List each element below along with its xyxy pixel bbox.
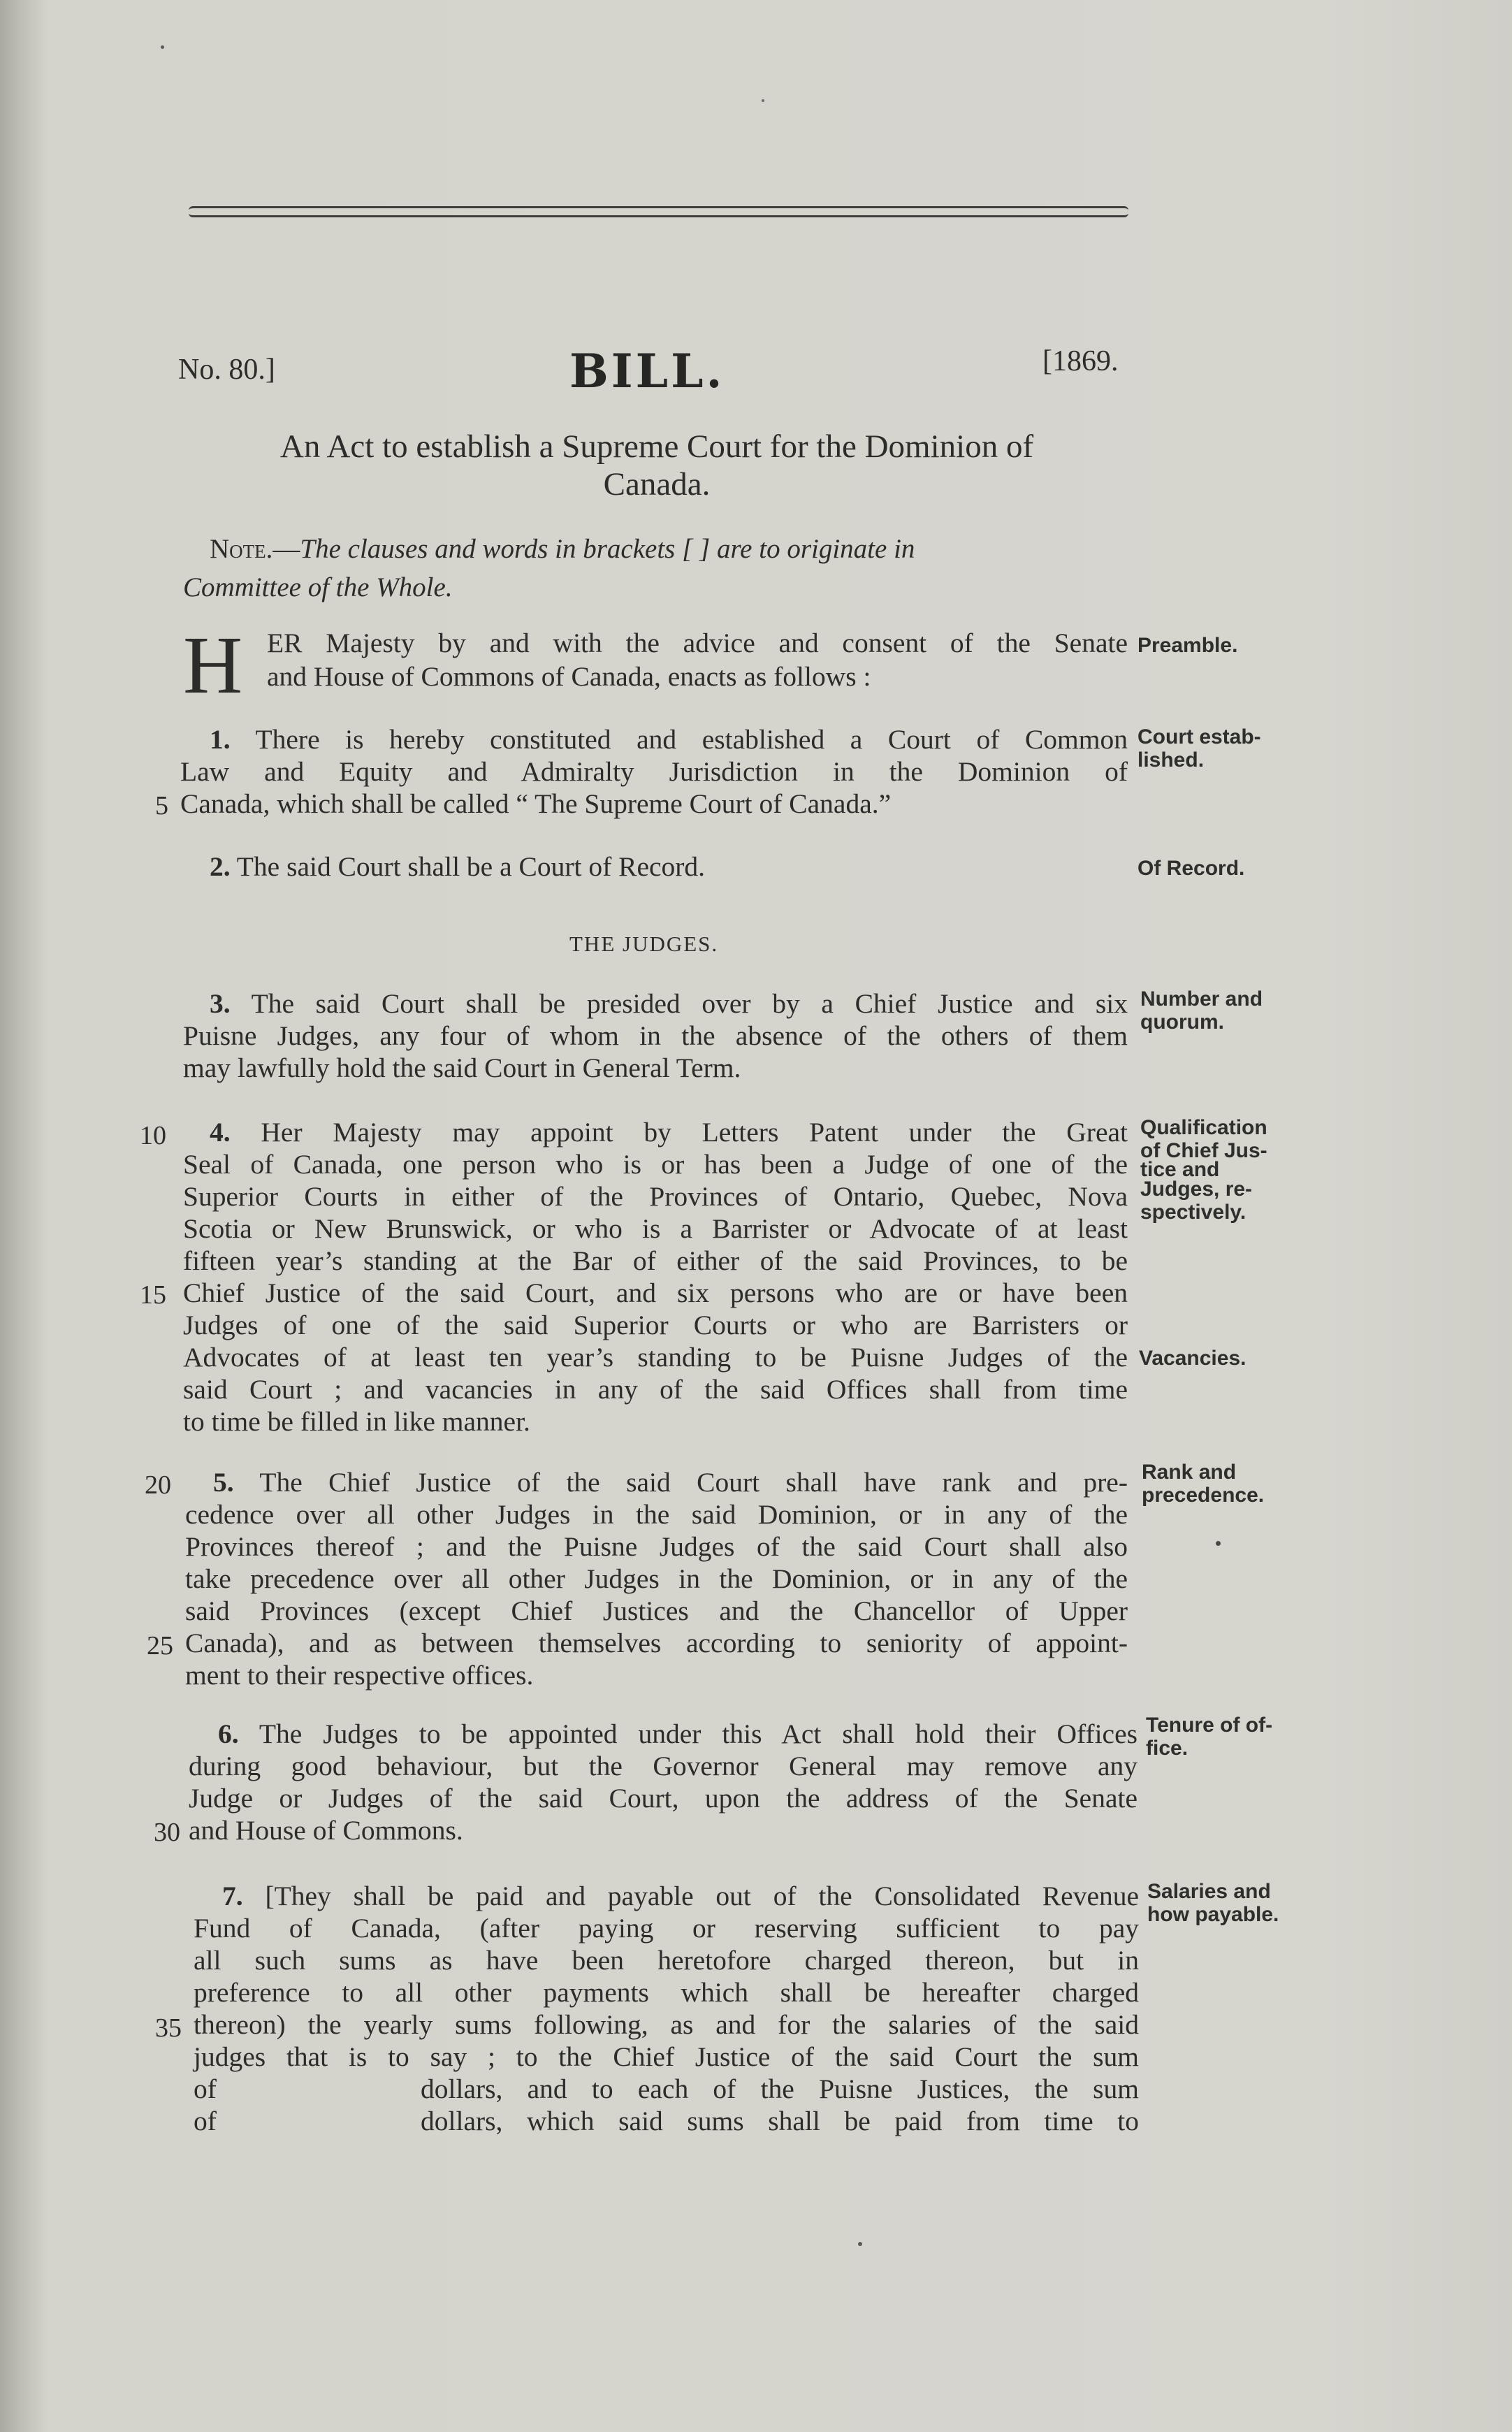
margin-s4-5: spectively.: [1140, 1201, 1246, 1224]
margin-s4-3: tice and: [1140, 1158, 1220, 1181]
margin-note-vacancies: Vacancies.: [1139, 1347, 1246, 1370]
line-number-5: 5: [155, 791, 168, 820]
preamble-line-2: and House of Commons of Canada, enacts as follows :: [267, 661, 871, 692]
section-heading: THE JUDGES.: [569, 932, 719, 956]
margin-s6-2: fice.: [1146, 1737, 1188, 1760]
scan-speck: [1216, 1541, 1221, 1546]
line-number-35: 35: [155, 2013, 182, 2043]
dropcap-letter: H: [183, 619, 243, 711]
s7-line-7a: of: [194, 2073, 217, 2104]
bill-title: BILL.: [569, 344, 725, 398]
act-title-line-2: Canada.: [603, 466, 711, 502]
scan-speck: [858, 2242, 862, 2246]
margin-note-s3: [1140, 987, 1263, 1034]
margin-s4-4: Judges, re-: [1140, 1178, 1253, 1201]
s4-line-9: said Court ; and vacancies in any of the said Offices shall from time: [183, 1374, 1128, 1405]
act-title-line-1: An Act to establish a Supreme Court for the Dominion of: [279, 428, 1034, 465]
margin-s6-1: Tenure of of-: [1146, 1714, 1273, 1737]
margin-s5-2: precedence.: [1142, 1484, 1265, 1507]
margin-note-s2: Of Record.: [1137, 857, 1245, 880]
s6-line-4: and House of Commons.: [189, 1815, 463, 1846]
scan-speck: [762, 99, 764, 102]
s4-line-2: Seal of Canada, one person who is or has been a Judge of one of the: [183, 1149, 1128, 1180]
s5-text-1: The Chief Justice of the said Court shall have rank and pre-: [259, 1467, 1128, 1498]
margin-note-preamble: Preamble.: [1137, 634, 1238, 657]
s5-number: 5.: [213, 1467, 234, 1498]
line-number-25: 25: [147, 1631, 173, 1660]
line-number-30: 30: [154, 1818, 180, 1847]
margin-s3-1: Number and: [1140, 987, 1263, 1011]
s5-line-5: said Provinces (except Chief Justices and the Chancellor of Upper: [185, 1595, 1128, 1626]
margin-note-s6: [1146, 1714, 1272, 1760]
bill-year: [1869.: [1042, 345, 1119, 377]
preamble-line-1: ER Majesty by and with the advice and consent of the Senate: [267, 628, 1128, 658]
note-line-2: [183, 570, 453, 606]
s4-line-8: Advocates of at least ten year’s standing to be Puisne Judges of the: [183, 1342, 1128, 1373]
margin-s5-1: Rank and: [1142, 1461, 1237, 1484]
margin-note-s5: [1142, 1461, 1264, 1507]
s4-line-7: Judges of one of the said Superior Courts or who are Barristers or: [183, 1310, 1128, 1340]
margin-s1-2: lished.: [1137, 748, 1205, 772]
s4-text-1: Her Majesty may appoint by Letters Patent under the Great: [261, 1117, 1128, 1148]
s4-line-1: [210, 1116, 1128, 1148]
margin-s7-1: Salaries and: [1147, 1880, 1271, 1903]
s6-line-3: Judge or Judges of the said Court, upon the address of the Senate: [189, 1783, 1137, 1814]
s4-number: 4.: [210, 1117, 231, 1148]
s6-line-2: during good behaviour, but the Governor General may remove any: [189, 1751, 1137, 1781]
note: [210, 531, 1128, 567]
s1-line-1: [210, 723, 1128, 755]
act-title: [175, 428, 1139, 503]
top-double-rule: [189, 206, 1128, 217]
s4-line-3: Superior Courts in either of the Provinces of Ontario, Quebec, Nova: [183, 1181, 1128, 1212]
s2-text: The said Court shall be a Court of Record.: [236, 851, 706, 882]
s6-text-1: The Judges to be appointed under this Act shall hold their Offices: [259, 1718, 1137, 1749]
s7-line-6: judges that is to say ; to the Chief Justice of the said Court the sum: [194, 2041, 1139, 2072]
s6-line-1: [218, 1718, 1137, 1750]
s6-number: 6.: [218, 1718, 239, 1749]
line-number-20: 20: [145, 1470, 171, 1500]
s2-number: 2.: [210, 851, 231, 882]
s7-text-1: [They shall be paid and payable out of the Consolidated Revenue: [265, 1881, 1140, 1911]
s7-line-7b: dollars, and to each of the Puisne Justices, the sum: [421, 2073, 1139, 2104]
s7-line-4: preference to all other payments which shall be hereafter charged: [194, 1977, 1139, 2008]
s5-line-4: take precedence over all other Judges in the Dominion, or in any of the: [185, 1563, 1128, 1594]
s2-line: [210, 851, 705, 883]
s1-number: 1.: [210, 724, 231, 755]
s7-line-5: thereon) the yearly sums following, as and for the salaries of the said: [194, 2009, 1139, 2040]
s1-text-1: There is hereby constituted and established a Court of Common: [255, 724, 1128, 755]
note-lead: Note.—: [210, 534, 300, 564]
s5-line-1: [213, 1466, 1128, 1498]
s7-line-2: Fund of Canada, (after paying or reserving sufficient to pay: [194, 1913, 1139, 1944]
s7-line-8a: of: [194, 2106, 217, 2136]
line-number-10: 10: [140, 1121, 166, 1150]
margin-note-s7: [1147, 1880, 1279, 1926]
bill-number: No. 80.]: [178, 354, 275, 386]
s5-line-6: Canada), and as between themselves according to seniority of appoint-: [185, 1628, 1128, 1658]
s4-line-10: to time be filled in like manner.: [183, 1406, 530, 1437]
note-text-1: The clauses and words in brackets [ ] are to originate in: [300, 534, 915, 564]
s7-line-1: [222, 1880, 1139, 1912]
s3-text-1: The said Court shall be presided over by a Chief Justice and six: [251, 988, 1128, 1019]
margin-s4-1: Qualification: [1140, 1116, 1267, 1139]
s7-line-3: all such sums as have been heretofore charged thereon, but in: [194, 1945, 1139, 1976]
margin-note-s4: [1140, 1116, 1267, 1224]
s1-line-3: Canada, which shall be called “ The Supreme Court of Canada.”: [180, 788, 892, 819]
margin-s1-1: Court estab-: [1137, 725, 1261, 748]
margin-s7-2: how payable.: [1147, 1903, 1279, 1926]
s4-line-5: fifteen year’s standing at the Bar of either of the said Provinces, to be: [183, 1245, 1128, 1276]
s5-line-7: ment to their respective offices.: [185, 1660, 534, 1691]
s3-line-3: may lawfully hold the said Court in General Term.: [183, 1052, 741, 1083]
margin-s3-2: quorum.: [1140, 1011, 1224, 1034]
s3-line-2: Puisne Judges, any four of whom in the absence of the others of them: [183, 1020, 1128, 1051]
s5-line-2: cedence over all other Judges in the said Dominion, or in any of the: [185, 1499, 1128, 1530]
s3-line-1: [210, 987, 1128, 1020]
s7-line-8b: dollars, which said sums shall be paid from time to: [421, 2106, 1139, 2136]
note-text-2: Committee of the Whole.: [183, 572, 453, 602]
s7-number: 7.: [222, 1881, 243, 1911]
scan-speck: [161, 45, 164, 49]
margin-note-s1: [1137, 725, 1261, 772]
s5-line-3: Provinces thereof ; and the Puisne Judges of the said Court shall also: [185, 1531, 1128, 1562]
s1-line-2: Law and Equity and Admiralty Jurisdiction in the Dominion of: [180, 756, 1128, 787]
margin-s4-2: of Chief Jus-: [1140, 1139, 1267, 1162]
s3-number: 3.: [210, 988, 231, 1019]
line-number-15: 15: [140, 1280, 166, 1310]
s4-line-4: Scotia or New Brunswick, or who is a Barrister or Advocate of at least: [183, 1213, 1128, 1244]
s4-line-6: Chief Justice of the said Court, and six persons who are or have been: [183, 1277, 1128, 1308]
